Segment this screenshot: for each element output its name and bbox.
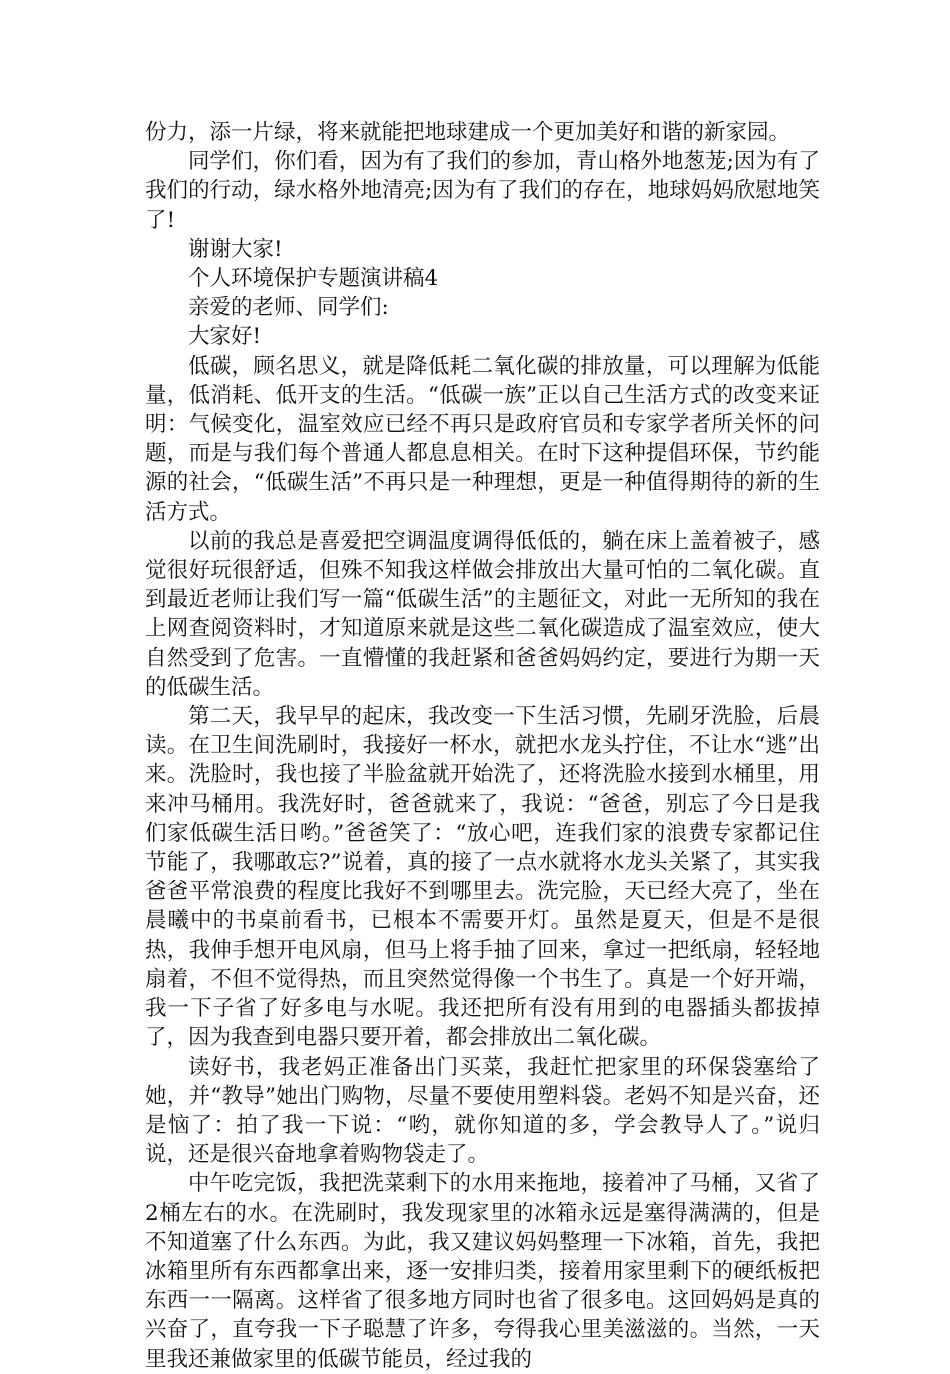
paragraph-second-day: 第二天，我早早的起床，我改变一下生活习惯，先刷牙洗脸，后晨读。在卫生间洗刷时，我接好一杯水，就把水龙头拧住，不让水“逃”出来。洗脸时，我也接了半脸盆就开始洗了，还将洗脸水接到水桶里，用来冲马桶用。我洗好时，爸爸就来了，我说：“爸爸，别忘了今日是我们家低碳生活日哟。”爸爸笑了：“放心吧，连我们家的浪费专家都记住节能了，我哪敢忘?”说着，真的接了一点水就将水龙头关紧了，其实我爸爸平常浪费的程度比我好不到哪里去。洗完脸，天已经大亮了，坐在晨曦中的书桌前看书，已根本不需要开灯。虽然是夏天，但是不是很热，我伸手想开电风扇，但马上将手抽了回来，拿过一把纸扇，轻轻地扇着，不但不觉得热，而且突然觉得像一个书生了。真是一个好开端，我一下子省了好多电与水呢。我还把所有没有用到的电器插头都拔掉了，因为我查到电器只要开着，都会排放出二氧化碳。 (145, 704, 820, 1051)
salutation: 亲爱的老师、同学们: (188, 295, 389, 321)
paragraph-air-conditioner: 以前的我总是喜爱把空调温度调得低低的，躺在床上盖着被子，感觉很好玩很舒适，但殊不知我这样做会排放出大量可怕的二氧化碳。直到最近老师让我们写一篇“低碳生活”的主题征文，对此一无所知的我在上网查阅资料时，才知道原来就是这些二氧化碳造成了温室效应，使大自然受到了危害。一直懵懂的我赶紧和爸爸妈妈约定，要进行为期一天的低碳生活。 (145, 528, 820, 700)
greeting: 大家好! (188, 324, 262, 350)
paragraph-noon: 中午吃完饭，我把洗菜剩下的水用来拖地，接着冲了马桶，又省了2桶左右的水。在洗刷时，我发现家里的冰箱永远是塞得满满的，但是不知道塞了什么东西。为此，我又建议妈妈整理一下冰箱，首先，我把冰箱里所有东西都拿出来，逐一安排归类，接着用家里剩下的硬纸板把东西一一隔离。这样省了很多地方同时也省了很多电。这回妈妈是真的兴奋了，直夸我一下子聪慧了许多，夸得我心里美滋滋的。当然，一天里我还兼做家里的低碳节能员，经过我的 (145, 1171, 820, 1372)
paragraph-thanks: 谢谢大家! (188, 236, 283, 262)
paragraph-shopping-bag: 读好书，我老妈正准备出门买菜，我赶忙把家里的环保袋塞给了她，并“教导”她出门购物，尽量不要使用塑料袋。老妈不知是兴奋，还是恼了：拍了我一下说：“哟，就你知道的多，学会教导人了。”说归说，还是很兴奋地拿着购物袋走了。 (145, 1054, 820, 1168)
document-body (145, 118, 820, 1374)
paragraph-classmates: 同学们，你们看，因为有了我们的参加，青山格外地葱茏;因为有了我们的行动，绿水格外地清亮;因为有了我们的存在，地球妈妈欣慰地笑了! (145, 149, 820, 233)
paragraph-low-carbon-definition: 低碳，顾名思义，就是降低耗二氧化碳的排放量，可以理解为低能量，低消耗、低开支的生活。“低碳一族”正以自己生活方式的改变来证明：气候变化，温室效应已经不再只是政府官员和专家学者所关怀的问题，而是与我们每个普通人都息息相关。在时下这种提倡环保，节约能源的社会，“低碳生活”不再只是一种理想，更是一种值得期待的新的生活方式。 (145, 353, 820, 525)
paragraph-continuation: 份力，添一片绿，将来就能把地球建成一个更加美好和谐的新家园。 (145, 120, 791, 145)
speech-title: 个人环境保护专题演讲稿4 (188, 266, 439, 292)
